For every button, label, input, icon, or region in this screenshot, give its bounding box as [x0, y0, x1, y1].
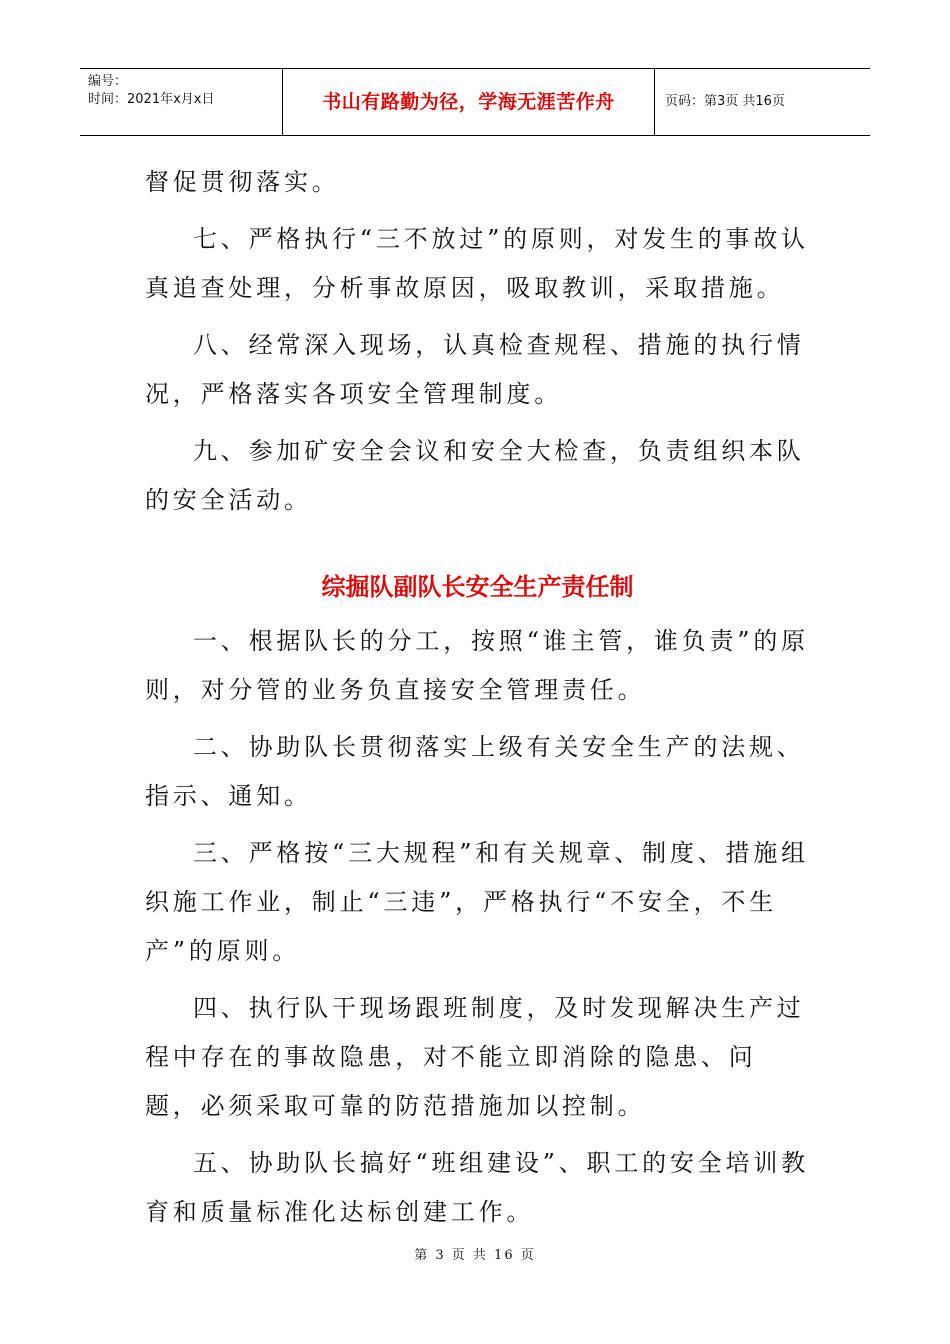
paragraph: 八、经常深入现场，认真检查规程、措施的执行情况，严格落实各项安全管理制度。	[145, 331, 805, 408]
paragraph: 五、协助队长搞好“班组建设”、职工的安全培训教育和质量标准化达标创建工作。	[145, 1149, 809, 1226]
paragraph: 三、严格按“三大规程”和有关规章、制度、措施组织施工作业，制止“三违”，严格执行“不安全，不生产”的原则。	[145, 839, 809, 965]
paragraph: 督促贯彻落实。	[145, 168, 340, 196]
paragraph: 二、协助队长贯彻落实上级有关安全生产的法规、指示、通知。	[145, 733, 805, 810]
paragraph: 四、执行队干现场跟班制度，及时发现解决生产过程中存在的事故隐患，对不能立即消除的隐患、问题，必须采取可靠的防范措施加以控制。	[145, 994, 805, 1120]
document-number-label: 编号：	[88, 74, 128, 89]
paragraph: 九、参加矿安全会议和安全大检查，负责组织本队的安全活动。	[145, 437, 805, 514]
page-header	[80, 68, 870, 136]
section-title: 综掘队副队长安全生产责任制	[321, 573, 634, 601]
document-time-label: 时间：2021年x月x日	[88, 92, 215, 107]
header-meta	[80, 69, 283, 135]
header-page-number: 页码：第3页 共16页	[665, 94, 785, 109]
header-motto: 书山有路勤为径，学海无涯苦作舟	[283, 69, 655, 135]
page-footer: 第 3 页 共 16 页	[414, 1248, 536, 1263]
document-body	[145, 158, 810, 1245]
paragraph: 七、严格执行“三不放过”的原则，对发生的事故认真追查处理，分析事故原因，吸取教训，采取措施。	[145, 225, 809, 302]
paragraph: 一、根据队长的分工，按照“谁主管，谁负责”的原则，对分管的业务负直接安全管理责任。	[145, 627, 809, 704]
